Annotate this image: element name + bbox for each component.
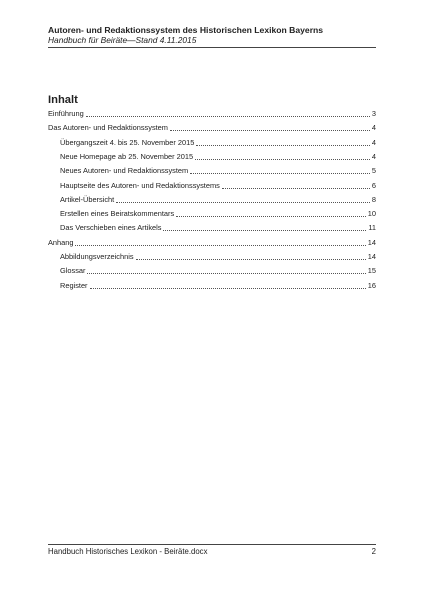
toc-dot-leader xyxy=(75,245,365,246)
toc-entry-neues-system[interactable] xyxy=(60,166,376,176)
footer-page-number: 2 xyxy=(371,547,376,556)
toc-entry-label: Neue Homepage ab 25. November 2015 xyxy=(60,151,194,161)
page-footer xyxy=(48,546,376,557)
toc-entry-page: 16 xyxy=(367,280,376,290)
toc-entry-page: 8 xyxy=(371,194,376,204)
toc-entry-label: Register xyxy=(60,280,88,290)
toc-entry-label: Artikel-Übersicht xyxy=(60,194,115,204)
toc-entry-hauptseite[interactable] xyxy=(60,181,376,191)
toc-dot-leader xyxy=(86,116,370,117)
toc-entry-artikel-uebersicht[interactable] xyxy=(60,195,376,205)
toc-dot-leader xyxy=(136,259,366,260)
footer-divider xyxy=(48,544,376,545)
toc-entry-verschieben[interactable] xyxy=(60,223,376,233)
toc-entry-page: 14 xyxy=(367,252,376,261)
toc-dot-leader xyxy=(222,188,370,189)
toc-entry-page: 14 xyxy=(367,237,376,247)
toc-entry-page: 4 xyxy=(371,151,376,161)
toc-entry-label: Neues Autoren- und Redaktionssystem xyxy=(60,166,189,176)
toc-entry-page: 3 xyxy=(371,109,376,118)
toc-entry-page: 11 xyxy=(368,223,376,233)
toc-entry-label: Anhang xyxy=(48,237,74,247)
toc-entry-beiratskommentar[interactable] xyxy=(60,209,376,219)
toc-entry-abbildungsverzeichnis[interactable] xyxy=(60,252,376,262)
toc-dot-leader xyxy=(190,173,370,174)
toc-dot-leader xyxy=(195,159,370,160)
toc-entry-anhang[interactable] xyxy=(48,238,376,248)
toc-entry-label: Erstellen eines Beiratskommentars xyxy=(60,209,175,219)
toc-entry-page: 10 xyxy=(367,209,376,219)
toc-entry-label: Übergangszeit 4. bis 25. November 2015 xyxy=(60,137,195,147)
toc-dot-leader xyxy=(196,145,370,146)
toc-entry-register[interactable] xyxy=(60,281,376,291)
toc-dot-leader xyxy=(90,288,366,289)
toc-entry-uebergangszeit[interactable] xyxy=(60,138,376,148)
toc-heading: Inhalt xyxy=(48,94,78,106)
document-header-title: Autoren- und Redaktionssystem des Historischen Lexikon Bayerns xyxy=(48,25,324,35)
header-divider xyxy=(48,47,376,48)
toc-entry-page: 15 xyxy=(367,266,376,276)
toc-entry-label: Das Verschieben eines Artikels xyxy=(60,223,162,233)
toc-dot-leader xyxy=(170,130,370,131)
toc-dot-leader xyxy=(87,273,365,274)
toc-entry-label: Das Autoren- und Redaktionssystem xyxy=(48,123,168,133)
toc-entry-page: 4 xyxy=(371,123,376,133)
toc-entry-label: Glossar xyxy=(60,266,86,276)
toc-entry-label: Abbildungsverzeichnis xyxy=(60,252,134,261)
toc-entry-label: Hauptseite des Autoren- und Redaktionssystems xyxy=(60,180,220,190)
toc-dot-leader xyxy=(176,216,366,217)
toc-entry-autoren-und-redaktionssystem[interactable] xyxy=(48,123,376,133)
toc-entry-page: 4 xyxy=(371,137,376,147)
page-header xyxy=(48,25,374,45)
footer-document-name: Handbuch Historisches Lexikon - Beiräte.docx xyxy=(48,547,208,556)
toc-entry-glossar[interactable] xyxy=(60,266,376,276)
toc-dot-leader xyxy=(163,230,366,231)
toc-entry-page: 5 xyxy=(371,166,376,176)
toc-dot-leader xyxy=(116,202,370,203)
document-header-subtitle: Handbuch für Beiräte—Stand 4.11.2015 xyxy=(48,35,197,45)
toc-entry-einfuehrung[interactable] xyxy=(48,109,376,119)
toc-entry-page: 6 xyxy=(371,180,376,190)
toc-entry-label: Einführung xyxy=(48,109,84,118)
toc-entry-neue-homepage[interactable] xyxy=(60,152,376,162)
